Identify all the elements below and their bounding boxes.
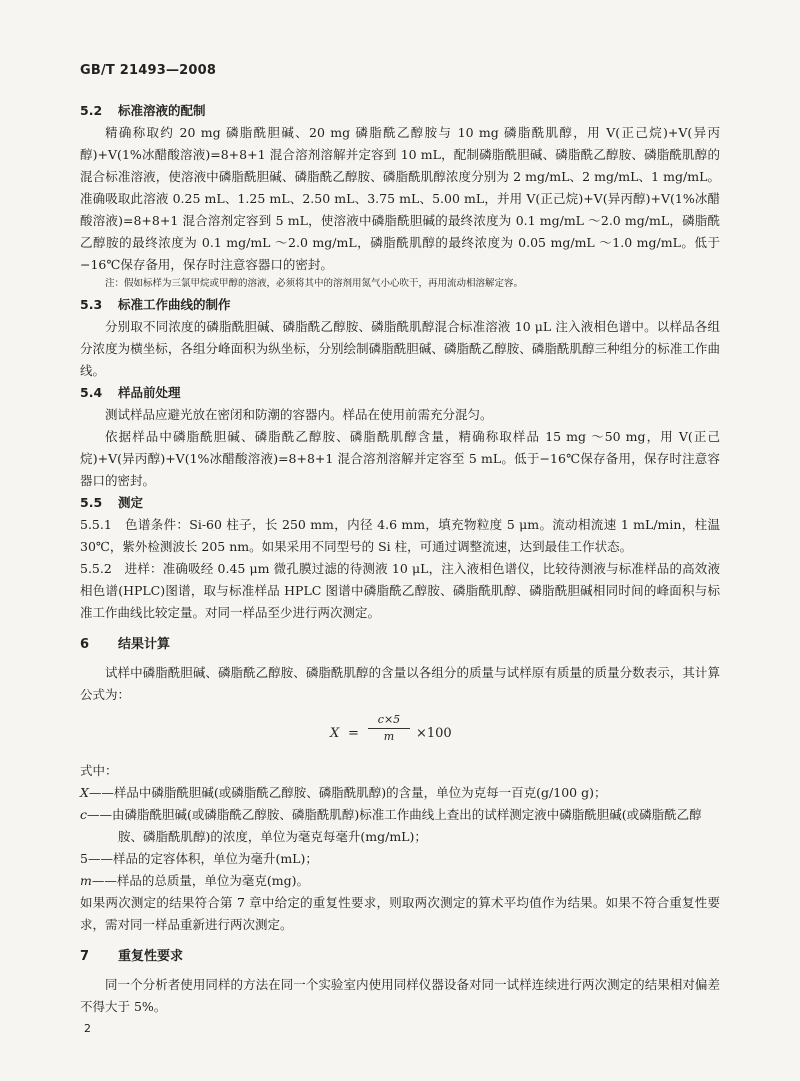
definitions-list	[80, 782, 720, 892]
paragraph: 测试样品应避光放在密闭和防潮的容器内。样品在使用前需充分混匀。	[105, 407, 493, 422]
formula-lhs: X	[330, 726, 340, 741]
section-number: 5.2	[80, 103, 103, 118]
formula-tail: ×100	[416, 726, 452, 741]
definition-symbol: m	[80, 873, 92, 888]
paragraph: 5.5.1 色谱条件：Si-60 柱子，长 250 mm，内径 4.6 mm，填充物粒度 5 μm。流动相流速 1 mL/min，柱温 30℃，紫外检测波长 205 nm。如果采用不同型号的 Si 柱，可通过调整流速，达到最佳工作状态。	[80, 517, 720, 554]
formula-numerator: c×5	[368, 712, 410, 729]
definition-symbol: c	[80, 807, 88, 822]
section-heading-6	[80, 634, 720, 656]
document-body	[80, 100, 720, 1018]
section-title: 样品前处理	[118, 385, 181, 400]
definition-text: ——样品中磷脂酰胆碱(或磷脂酰乙醇胺、磷脂酰肌醇)的含量，单位为克每一百克(g/100 g)；	[88, 785, 607, 800]
definition-text: ——样品的总质量，单位为毫克(mg)。	[91, 873, 309, 888]
section-heading-7	[80, 946, 720, 968]
section-number: 5.3	[80, 297, 103, 312]
paragraph: 精确称取约 20 mg 磷脂酰胆碱、20 mg 磷脂酰乙醇胺与 10 mg 磷脂酰肌醇，用 V(正己烷)+V(异丙醇)+V(1%冰醋酸溶液)=8+8+1 混合溶剂溶解并定容到 10 mL，配制磷脂酰胆碱、磷脂酰乙醇胺、磷脂酰肌醇的混合标准溶液，使溶液中磷脂酰胆碱、磷脂酰乙醇胺、磷脂酰肌醇浓度分别为 2 mg/mL、2 mg/mL、1 mg/mL。准确吸取此溶液 0.25 mL、1.25 mL、2.50 mL、3.75 mL、5.00 mL，并用 V(正己烷)+V(异丙醇)+V(1%冰醋酸溶液)=8+8+1 混合溶剂定容到 5 mL，使溶液中磷脂酰胆碱的最终浓度为 0.1 mg/mL ～2.0 mg/mL，磷脂酰乙醇胺的最终浓度为 0.1 mg/mL ～2.0 mg/mL，磷脂酰肌醇的最终浓度为 0.05 mg/mL ～1.0 mg/mL。低于−16℃保存备用，保存时注意容器口的密封。	[80, 125, 720, 272]
definition-text: ——由磷脂酰胆碱(或磷脂酰乙醇胺、磷脂酰肌醇)标准工作曲线上查出的试样测定液中磷脂酰胆碱(或磷脂酰乙醇胺、磷脂酰肌醇)的浓度，单位为毫克每毫升(mg/mL)；	[87, 807, 702, 844]
note: 注：假如标样为三氯甲烷或甲醇的溶液，必须将其中的溶剂用氮气小心吹干，再用流动相溶解定容。	[105, 278, 524, 289]
section-title: 标准溶液的配制	[118, 103, 206, 118]
paragraph: 分别取不同浓度的磷脂酰胆碱、磷脂酰乙醇胺、磷脂酰肌醇混合标准溶液 10 μL 注入液相色谱中。以样品各组分浓度为横坐标，各组分峰面积为纵坐标，分别绘制磷脂酰胆碱、磷脂酰乙醇胺、磷脂酰肌醇三种组分的标准工作曲线。	[80, 319, 720, 378]
where-label: 式中：	[80, 763, 118, 778]
definition-item	[80, 804, 720, 848]
section-title: 测定	[118, 495, 144, 510]
paragraph: 试样中磷脂酰胆碱、磷脂酰乙醇胺、磷脂酰肌醇的含量以各组分的质量与试样原有质量的质量分数表示，其计算公式为：	[80, 665, 720, 702]
paragraph: 同一个分析者使用同样的方法在同一个实验室内使用同样仪器设备对同一试样连续进行两次测定的结果相对偏差不得大于 5%。	[80, 977, 720, 1014]
section-heading-5-5	[80, 492, 720, 514]
standard-code: GB/T 21493—2008	[80, 63, 217, 78]
paragraph: 依据样品中磷脂酰胆碱、磷脂酰乙醇胺、磷脂酰肌醇含量，精确称取样品 15 mg ～50 mg，用 V(正己烷)+V(异丙醇)+V(1%冰醋酸溶液)=8+8+1 混合溶剂溶解并定容至 5 mL。低于−16℃保存备用，保存时注意容器口的密封。	[80, 429, 720, 488]
definition-item	[80, 848, 720, 870]
section-number: 5.5	[80, 495, 103, 510]
definition-item	[80, 870, 720, 892]
definition-text: ——样品的定容体积，单位为毫升(mL)；	[87, 851, 318, 866]
formula-denominator: m	[383, 730, 395, 743]
page-number: 2	[84, 1022, 91, 1035]
formula-equals: =	[348, 726, 359, 741]
section-title: 结果计算	[118, 637, 171, 652]
definition-item	[80, 782, 720, 804]
paragraph: 5.5.2 进样：准确吸经 0.45 μm 微孔膜过滤的待测液 10 μL，注入液相色谱仪，比较待测液与标准样品的高效液相色谱(HPLC)图谱，取与标准样品 HPLC 图谱中磷脂酰乙醇胺、磷脂酰肌醇、磷脂酰胆碱相同时间的峰面积与标准工作曲线比较定量。对同一样品至少进行两次测定。	[80, 561, 720, 620]
definition-symbol: 5	[80, 851, 88, 866]
section-heading-5-3	[80, 294, 720, 316]
formula-fraction	[368, 712, 410, 745]
section-heading-5-4	[80, 382, 720, 404]
section-number: 6	[80, 637, 90, 652]
formula	[80, 712, 720, 752]
section-title: 标准工作曲线的制作	[118, 297, 231, 312]
section-number: 7	[80, 949, 90, 964]
section-number: 5.4	[80, 385, 103, 400]
section-title: 重复性要求	[118, 949, 184, 964]
section-heading-5-2	[80, 100, 720, 122]
paragraph: 如果两次测定的结果符合第 7 章中给定的重复性要求，则取两次测定的算术平均值作为结果。如果不符合重复性要求，需对同一样品重新进行两次测定。	[80, 895, 720, 932]
definition-symbol: X	[80, 785, 89, 800]
